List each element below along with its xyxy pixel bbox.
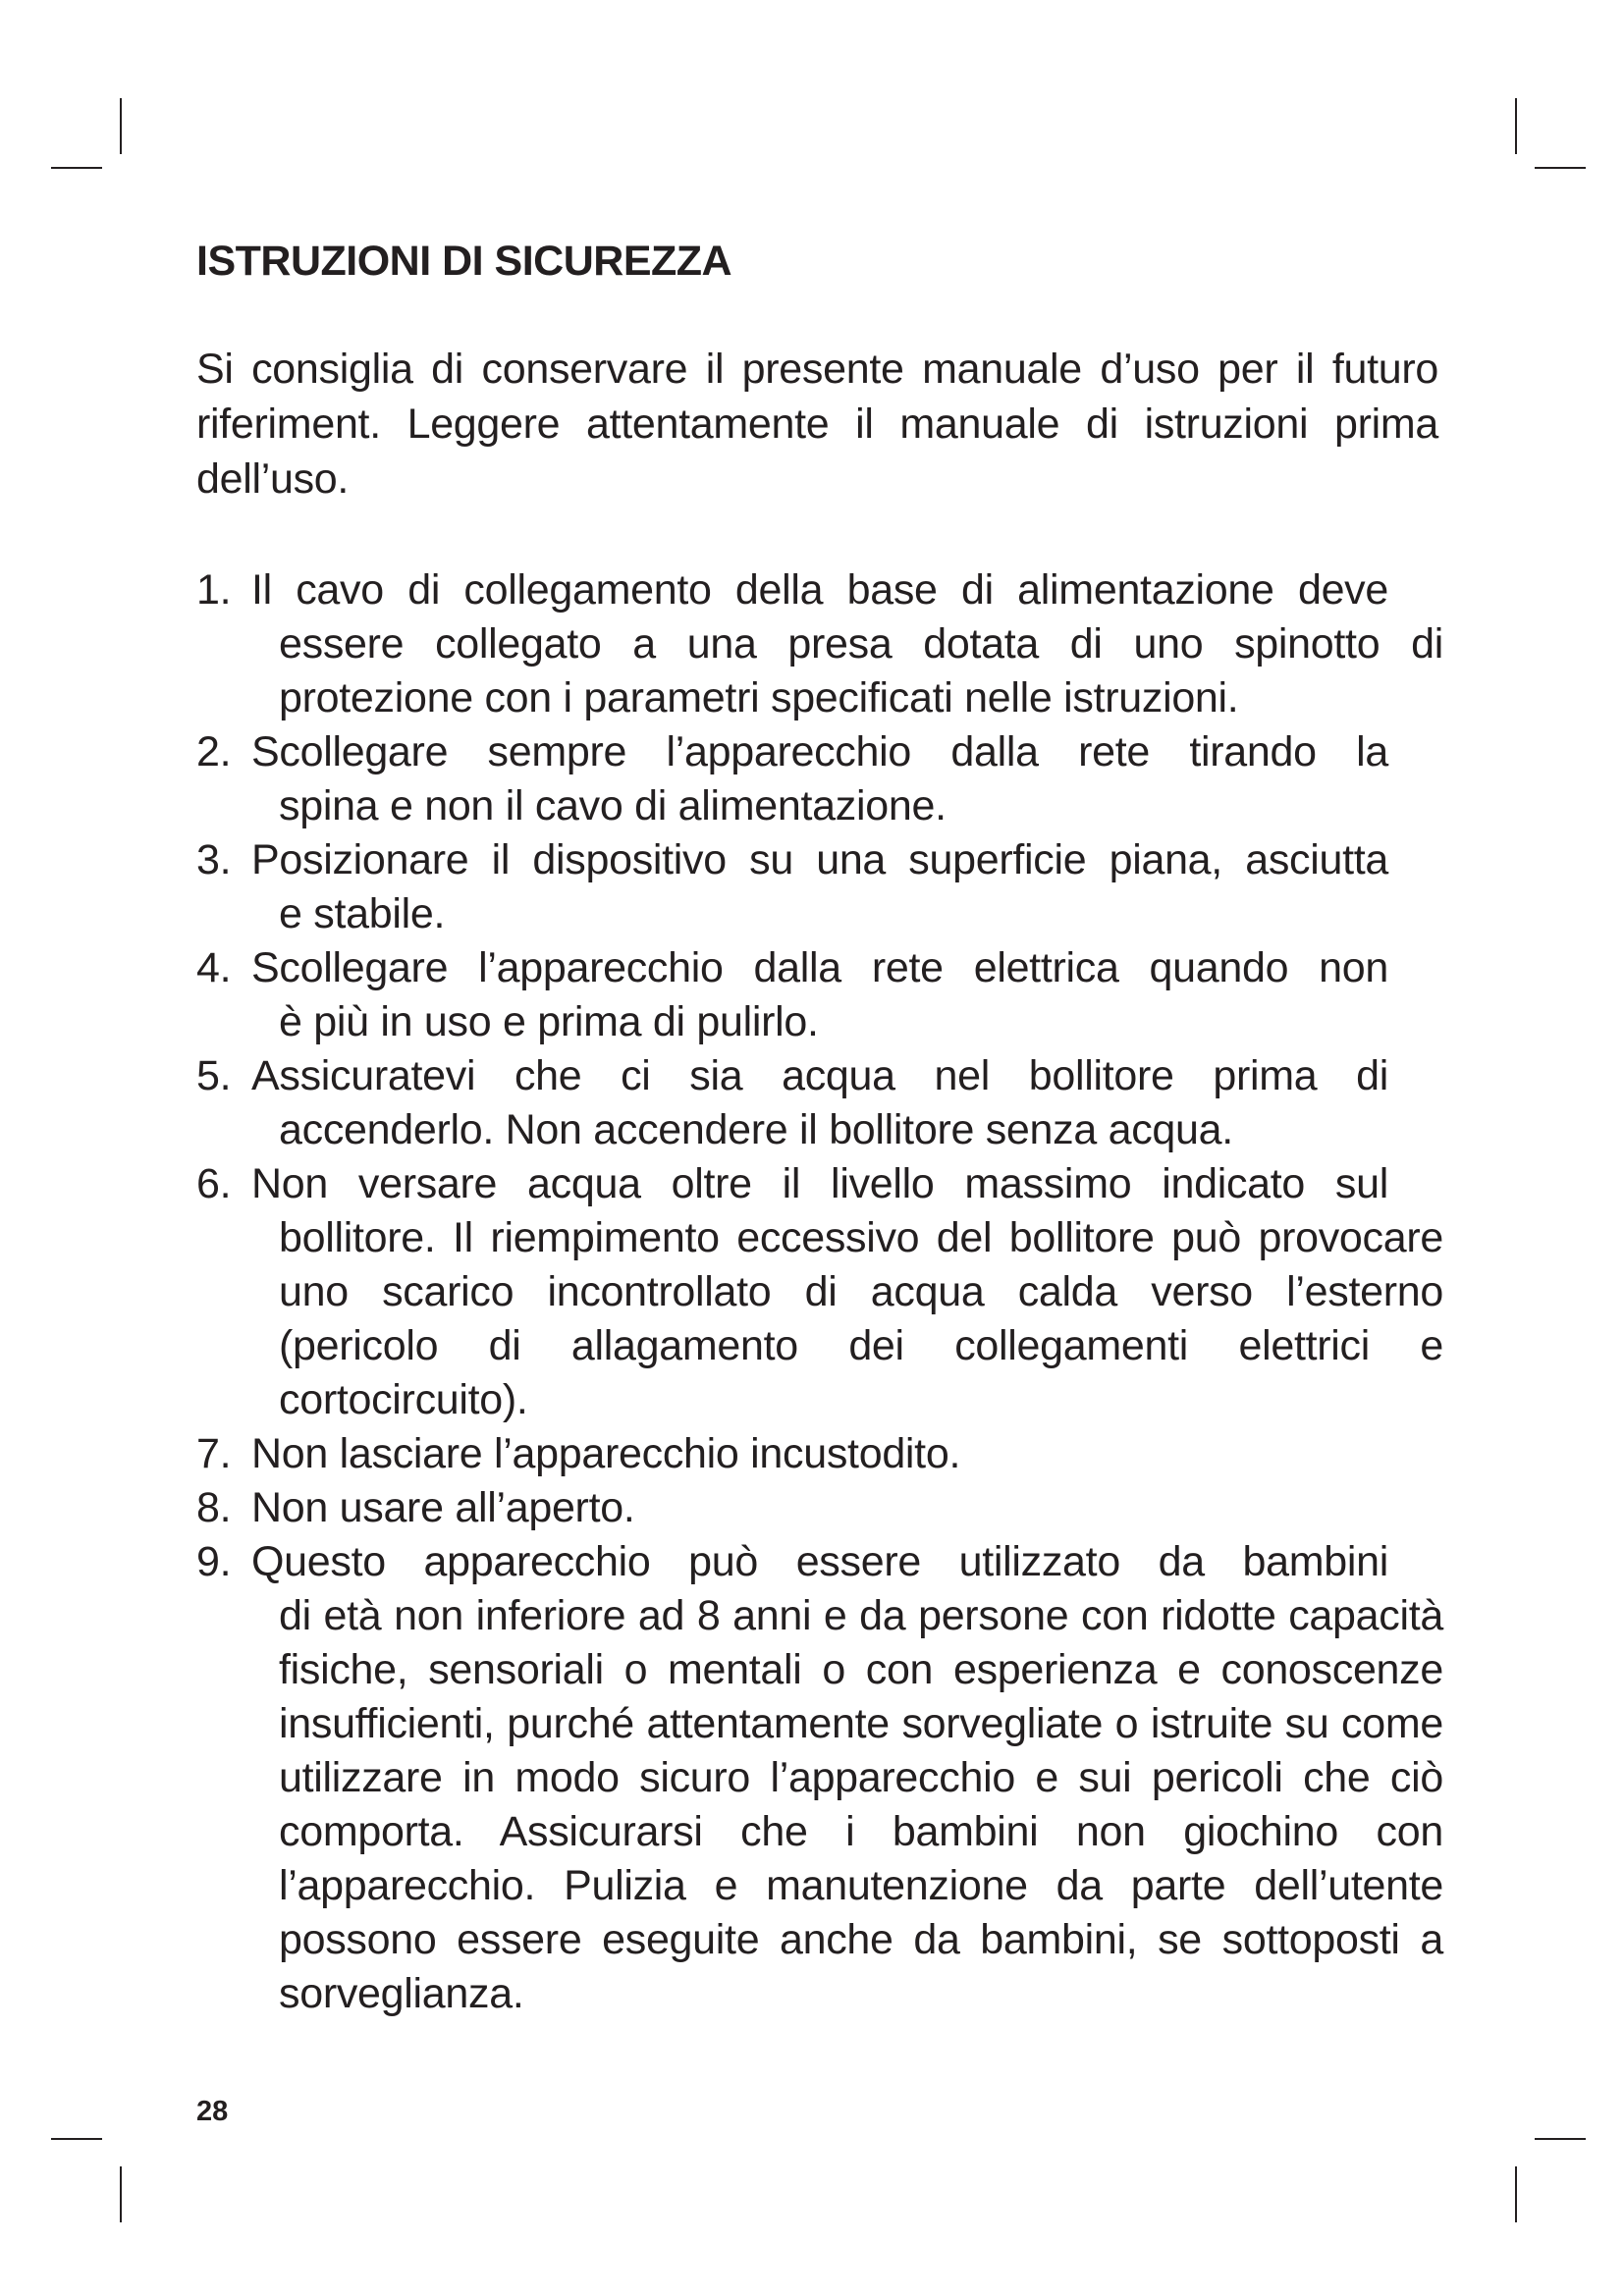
page-number: 28 [196,2096,229,2127]
intro-paragraph [196,342,1438,507]
list-item-first-line: Posizionare il dispositivo su una superficie piana, asciutta [251,836,1388,883]
list-item [196,1049,1443,1157]
crop-mark-bottom-right-vertical [1515,2166,1517,2222]
list-item-number: 9. [196,1538,232,1585]
list-item-number: 7. [196,1430,232,1477]
list-item-number: 6. [196,1160,232,1207]
list-item [196,1157,1443,1427]
list-item-text: è più in uso e prima di pulirlo. [279,998,819,1045]
crop-mark-top-left-horizontal [51,167,102,169]
list-item-text: bollitore. Il riempimento eccessivo del bollitore può provocare uno scarico incontrollato di acqua calda verso l’esterno (pericolo di allagamento dei collegamenti elettrici e cortocircuito). [279,1214,1443,1423]
page-title: ISTRUZIONI DI SICUREZZA [196,238,732,285]
list-item-number: 8. [196,1484,232,1531]
list-item-text: spina e non il cavo di alimentazione. [279,782,947,829]
list-item-first-line: Scollegare sempre l’apparecchio dalla rete tirando la [251,728,1388,775]
list-item-text: e stabile. [279,890,446,937]
list-item-first-line: Questo apparecchio può essere utilizzato da bambini [251,1538,1388,1585]
crop-mark-bottom-left-vertical [120,2166,122,2222]
list-item-number: 1. [196,566,232,614]
list-item [196,1427,1443,1481]
list-item [196,563,1443,725]
list-item-first-line: Assicuratevi che ci sia acqua nel bollitore prima di [251,1052,1388,1099]
list-item [196,725,1443,833]
list-item-first-line: Non versare acqua oltre il livello massimo indicato sul [251,1160,1388,1207]
safety-instructions-list [196,563,1443,2021]
crop-mark-bottom-left-horizontal [51,2138,102,2140]
crop-mark-bottom-right-horizontal [1535,2138,1586,2140]
list-item-first-line: Il cavo di collegamento della base di alimentazione deve [251,566,1388,614]
list-item-first-line: Scollegare l’apparecchio dalla rete elettrica quando non [251,944,1388,991]
list-item-number: 5. [196,1052,232,1099]
list-item-number: 3. [196,836,232,883]
list-item [196,1481,1443,1535]
list-item-text: di età non inferiore ad 8 anni e da persone con ridotte capacità fisiche, sensoriali o mentali o con esperienza e conoscenze insufficienti, purché attentamente sorvegliate o istruite su come utilizzare in modo sicuro l’apparecchio e sui pericoli che ciò comporta. Assicurarsi che i bambini non giochino con l’apparecchio. Pulizia e manutenzione da parte dell’utente possono essere eseguite anche da bambini, se sottoposti a sorveglianza. [279,1592,1443,2017]
list-item-text: essere collegato a una presa dotata di uno spinotto di protezione con i parametri specificati nelle istruzioni. [279,620,1443,721]
list-item [196,941,1443,1049]
list-item-number: 4. [196,944,232,991]
crop-mark-top-left-vertical [120,98,122,154]
list-item [196,833,1443,941]
list-item [196,1535,1443,2021]
intro-text: Si consiglia di conservare il presente manuale d’uso per il futuro riferiment. Leggere attentamente il manuale di istruzioni prima dell’uso. [196,346,1438,503]
list-item-first-line: Non usare all’aperto. [251,1484,635,1531]
crop-mark-top-right-vertical [1515,98,1517,154]
crop-mark-top-right-horizontal [1535,167,1586,169]
list-item-number: 2. [196,728,232,775]
list-item-text: accenderlo. Non accendere il bollitore senza acqua. [279,1106,1233,1153]
list-item-first-line: Non lasciare l’apparecchio incustodito. [251,1430,961,1477]
